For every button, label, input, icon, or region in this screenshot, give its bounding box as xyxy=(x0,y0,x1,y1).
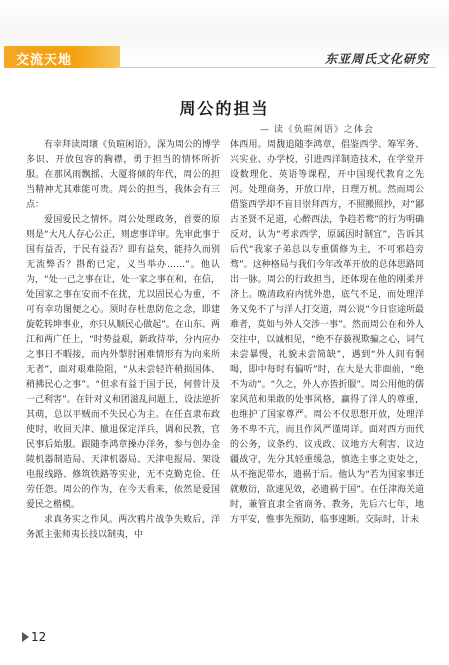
section-label: 交流天地 xyxy=(16,53,73,68)
article-subtitle: — 读《负暄闲语》之体会 xyxy=(260,125,374,135)
journal-name: 东亚周氏文化研究 xyxy=(324,52,429,66)
left-column xyxy=(26,138,220,626)
paragraph: 有幸拜读周瓌《负暄闲语》，深为周公的博学多识、开放包容的胸襟，勇于担当的情怀所折服。在那风雨飘摇、大厦将倾的年代，周公的担当精神尤其难能可贵。周公的担当，我体会有三点： xyxy=(26,140,220,210)
article-body xyxy=(26,138,424,626)
paragraph: 爱国爱民之情怀。周公处理政务，首要的原则是“大凡人存心公正，则虑事详审。先审此事于国有益否，于民有益否？即有益矣，能持久而别无流弊否？斟酌已定，义当举办……”。他认为，“处一己之事在让，处一家之事在和，在信，处国家之事在安而不在扰，尤以固民心为重，不可有幸功图便之心。须时存杜患防危之念，即建旋乾转坤事业，亦只从顺民心做起”。在山东、两江和两广任上，“时势益艰，新政待举，分内应办之事日不暇接，而内外掣肘困难情形有为向来所无者”，面对艰难险阻，“从未尝轻许稍损国体、稍拂民心之事”。“但求有益于国于民，何曾计及一己利害”。在针对义和团滋乱问题上，设法逆折其萌，总以平贼而不失民心为主。在任直隶布政使时，收回天津、撤退保定洋兵，调和民教，官民事后始服。跟随李鸿章操办洋务，参与创办金陵机器制造局、天津机器局、天津电报局、架设电报线路、修筑铁路等实业，无不克勤克俭、任劳任怨。周公的作为，在今天看来，依然是爱国爱民之楷模。 xyxy=(26,215,220,510)
right-column xyxy=(230,138,424,626)
header-bar xyxy=(0,0,449,70)
paragraph: 体西用。周馥追随李鸿章，倡鉴西学、筹军务、兴实业、办学校，引进西洋制造技术，在学堂开设数理化、英语等课程，开中国现代教育之先河。处理商务，开放口岸，日理万机。然而周公借鉴西学却不盲目崇拜西方，不照搬照抄，对“鄙古圣贤不足道，心醉西法，争趋若鹜”的行为明确反对，认为“考求西学，原属因时制宜”，告诉其后代“我家子弟总以专重儒修为主，不可邪趋旁骛”。这种格局与我们今年改革开放的总体思路同出一脉。周公的行政担当，还体现在他的刚柔并济上。晚清政府内忧外患，底气不足，而处理洋务又免不了与洋人打交道，周公说“今日宦途所最难者，莫如与外人交涉一事”。然而周公在和外人交往中，以诚相见，“绝不存藐视欺骗之心，词气未尝暴慢，礼貌未尝简缺”，遇到“外人间有恫喝，即中每时有偏听”时，在大是大非面前，“绝不为动”。“久之，外人亦皆折服”。周公用他的儒家风范和果敢的处事风格，赢得了洋人的尊重，也维护了国家尊严。周公不仅思想开放，处理洋务不卑不亢，而且作风严谨周详。面对西方而代的公务，议条约、议戎政、议地方大利害、议边疆战守，先分其轻重缓急，慎选主事之吏处之，从不拖泥带水，遗祸于后。他认为“若为国家事迁就敷衍，欲速见效，必遗祸于国”。在任津海关道时，兼管直隶全省商务、教务，先后六七年，地方平安，惟事先预防，临事速断。交际时，计未 xyxy=(230,140,424,525)
article-title: 周公的担当 xyxy=(179,99,270,118)
page-number xyxy=(22,630,46,644)
paragraph: 求真务实之作风。两次鸦片战争失败后，洋务派主张师夷长技以制夷，中 xyxy=(26,515,220,540)
page-number-text: 12 xyxy=(31,630,47,644)
page-arrow-icon xyxy=(22,632,29,642)
header-divider xyxy=(120,67,436,68)
section-tab xyxy=(4,46,120,68)
